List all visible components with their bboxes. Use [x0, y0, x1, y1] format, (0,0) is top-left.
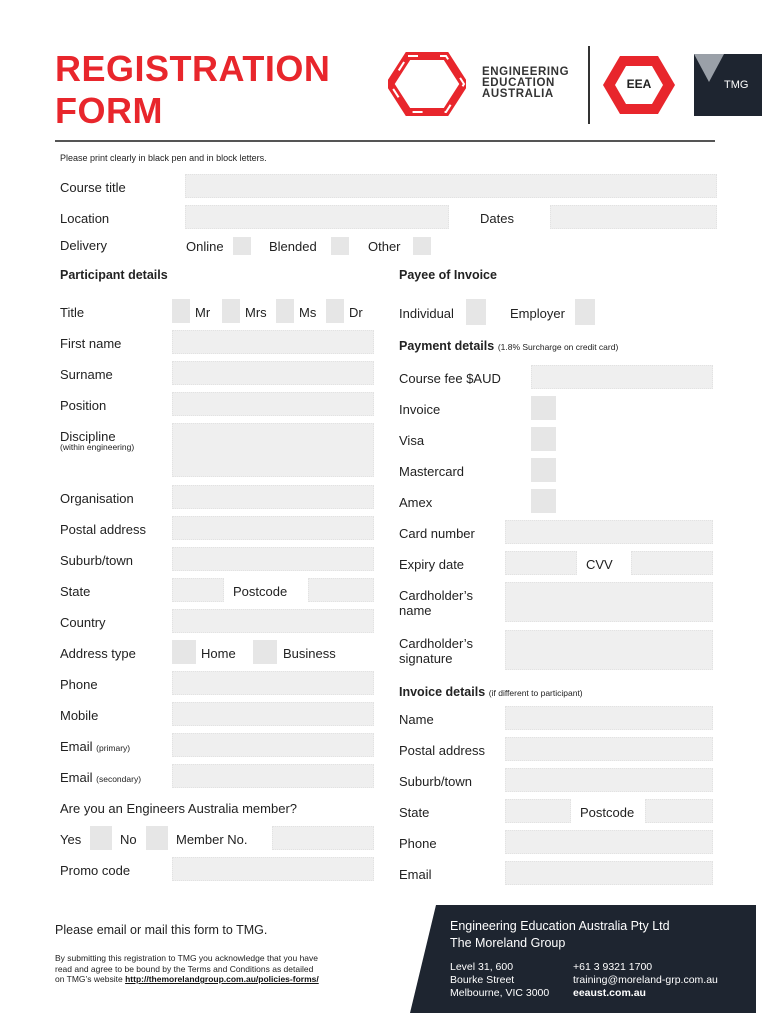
participant-heading: Participant details: [60, 268, 168, 282]
inv-postal-label: Postal address: [399, 743, 485, 758]
footer-website[interactable]: eeaust.com.au: [573, 987, 646, 999]
email-primary-note: (primary): [96, 743, 131, 753]
member-no-label: Member No.: [176, 832, 248, 847]
inv-state-label: State: [399, 805, 430, 820]
invoice-details-note: (if different to participant): [488, 688, 583, 698]
state-label: State: [60, 584, 91, 599]
send-instruction: Please email or mail this form to TMG.: [55, 923, 268, 937]
inv-name-field[interactable]: [505, 706, 713, 730]
dates-label: Dates: [480, 211, 514, 226]
country-label: Country: [60, 615, 106, 630]
organisation-field[interactable]: [172, 485, 374, 509]
course-fee-label: Course fee $AUD: [399, 371, 501, 386]
email-label-text: Email: [60, 739, 93, 754]
tmg-logo-text: TMG: [724, 79, 749, 91]
ea-yes-label: Yes: [60, 832, 82, 847]
phone-field[interactable]: [172, 671, 374, 695]
amex-label: Amex: [399, 495, 433, 510]
footer-company: [450, 918, 670, 952]
inv-suburb-label: Suburb/town: [399, 774, 472, 789]
inv-email-label: Email: [399, 867, 432, 882]
discipline-label: Discipline: [60, 429, 116, 444]
cardholder-name-label: [399, 588, 473, 618]
title-ms-checkbox[interactable]: [276, 299, 294, 323]
payee-employer-checkbox[interactable]: [575, 299, 595, 325]
ea-no-label: No: [120, 832, 137, 847]
inv-phone-label: Phone: [399, 836, 437, 851]
dates-field[interactable]: [550, 205, 717, 229]
address-home-label: Home: [201, 646, 236, 661]
policies-link[interactable]: http://themorelandgroup.com.au/policies-forms/: [125, 974, 319, 984]
footer-phone: +61 3 9321 1700: [573, 961, 653, 973]
form-title: [55, 48, 330, 132]
footer-address: [450, 961, 549, 1000]
member-no-field[interactable]: [272, 826, 374, 850]
expiry-label: Expiry date: [399, 557, 465, 572]
delivery-label: Delivery: [60, 238, 107, 253]
payee-employer-label: Employer: [510, 306, 565, 321]
payment-heading-text: Payment details: [399, 339, 495, 353]
other-checkbox[interactable]: [413, 237, 431, 255]
form-title-line2: FORM: [55, 90, 163, 131]
promo-label: Promo code: [60, 863, 131, 878]
form-title-line1: REGISTRATION: [55, 48, 331, 89]
terms-line2: read and agree to be bound by the Terms and Conditions as detailed: [55, 963, 314, 974]
position-field[interactable]: [172, 392, 374, 416]
footer-company-line1: Engineering Education Australia Pty Ltd: [450, 919, 670, 933]
postal-address-field[interactable]: [172, 516, 374, 540]
postcode-label: Postcode: [233, 584, 288, 599]
invoice-details-heading: [399, 684, 583, 699]
cardholder-name-line2: name: [399, 603, 432, 618]
visa-label: Visa: [399, 433, 425, 448]
suburb-label: Suburb/town: [60, 553, 133, 568]
footer-company-line2: The Moreland Group: [450, 936, 566, 950]
surname-label: Surname: [60, 367, 113, 382]
ea-no-checkbox[interactable]: [146, 826, 168, 850]
title-mr-checkbox[interactable]: [172, 299, 190, 323]
discipline-note: (within engineering): [60, 442, 135, 452]
terms-line1: By submitting this registration to TMG you acknowledge that you have: [55, 953, 319, 963]
eea-badge-logo: [602, 54, 676, 116]
title-mrs-label: Mrs: [245, 305, 267, 320]
title-dr-label: Dr: [349, 305, 363, 320]
instructions: Please print clearly in black pen and in block letters.: [60, 153, 267, 163]
postcode-field[interactable]: [308, 578, 374, 602]
course-title-field[interactable]: [185, 174, 717, 198]
email-secondary-field[interactable]: [172, 764, 374, 788]
mastercard-checkbox[interactable]: [531, 458, 556, 482]
inv-name-label: Name: [399, 712, 434, 727]
ea-member-question: Are you an Engineers Australia member?: [60, 801, 298, 816]
card-number-field[interactable]: [505, 520, 713, 544]
invoice-checkbox[interactable]: [531, 396, 556, 420]
footer-contact: [573, 961, 718, 1000]
tmg-corner-icon: [694, 54, 724, 84]
eea-wordmark-line1: ENGINEERING: [482, 66, 570, 78]
address-business-checkbox[interactable]: [253, 640, 277, 664]
footer-address-line2: Bourke Street: [450, 974, 515, 986]
inv-postcode-field[interactable]: [645, 799, 713, 823]
location-label: Location: [60, 211, 110, 226]
payee-individual-checkbox[interactable]: [466, 299, 486, 325]
email-secondary-label: [60, 770, 141, 785]
other-label: Other: [368, 239, 401, 254]
inv-email-field[interactable]: [505, 861, 713, 885]
title-mrs-checkbox[interactable]: [222, 299, 240, 323]
phone-label: Phone: [60, 677, 98, 692]
online-checkbox[interactable]: [233, 237, 251, 255]
header-divider: [55, 140, 715, 142]
terms-text: [55, 953, 385, 985]
cardholder-signature-line2: signature: [399, 651, 453, 666]
organisation-label: Organisation: [60, 491, 134, 506]
postal-address-label: Postal address: [60, 522, 146, 537]
footer-email[interactable]: training@moreland-grp.com.au: [573, 974, 718, 986]
cardholder-signature-line1: Cardholder’s: [399, 636, 473, 651]
inv-suburb-field[interactable]: [505, 768, 713, 792]
mobile-field[interactable]: [172, 702, 374, 726]
email-secondary-note: (secondary): [96, 774, 142, 784]
cardholder-name-line1: Cardholder’s: [399, 588, 473, 603]
cardholder-signature-label: [399, 636, 473, 666]
footer-address-line3: Melbourne, VIC 3000: [450, 987, 550, 999]
online-label: Online: [186, 239, 224, 254]
cardholder-name-field[interactable]: [505, 582, 713, 622]
blended-label: Blended: [269, 239, 317, 254]
tmg-logo: [694, 54, 762, 116]
visa-checkbox[interactable]: [531, 427, 556, 451]
first-name-field[interactable]: [172, 330, 374, 354]
position-label: Position: [60, 398, 107, 413]
footer-address-line1: Level 31, 600: [450, 961, 514, 973]
title-label: Title: [60, 305, 85, 320]
country-field[interactable]: [172, 609, 374, 633]
card-number-label: Card number: [399, 526, 475, 541]
amex-checkbox[interactable]: [531, 489, 556, 513]
surname-field[interactable]: [172, 361, 374, 385]
suburb-field[interactable]: [172, 547, 374, 571]
expiry-field[interactable]: [505, 551, 577, 575]
title-ms-label: Ms: [299, 305, 317, 320]
inv-phone-field[interactable]: [505, 830, 713, 854]
logo-divider: [588, 46, 590, 124]
eea-wordmark-line2: EDUCATION: [482, 77, 555, 89]
title-dr-checkbox[interactable]: [326, 299, 344, 323]
eea-wordmark: [482, 67, 569, 100]
ea-yes-checkbox[interactable]: [90, 826, 112, 850]
course-fee-field[interactable]: [531, 365, 713, 389]
inv-state-field[interactable]: [505, 799, 571, 823]
payment-heading: [399, 338, 618, 353]
location-field[interactable]: [185, 205, 449, 229]
invoice-label: Invoice: [399, 402, 441, 417]
eea-wordmark-line3: AUSTRALIA: [482, 88, 554, 100]
email-label-text-2: Email: [60, 770, 93, 785]
payee-individual-label: Individual: [399, 306, 454, 321]
email-primary-field[interactable]: [172, 733, 374, 757]
blended-checkbox[interactable]: [331, 237, 349, 255]
eea-badge-text: EEA: [626, 77, 652, 91]
title-mr-label: Mr: [195, 305, 211, 320]
mobile-label: Mobile: [60, 708, 99, 723]
terms-line3: on TMG’s website: [55, 974, 123, 984]
first-name-label: First name: [60, 336, 122, 351]
eea-hexagon-logo-icon: [388, 52, 466, 116]
email-primary-label: [60, 739, 130, 754]
cvv-label: CVV: [586, 557, 613, 572]
address-business-label: Business: [283, 646, 336, 661]
course-title-label: Course title: [60, 180, 126, 195]
promo-field[interactable]: [172, 857, 374, 881]
mastercard-label: Mastercard: [399, 464, 465, 479]
cardholder-signature-field[interactable]: [505, 630, 713, 670]
state-field[interactable]: [172, 578, 224, 602]
payee-heading: Payee of Invoice: [399, 268, 497, 282]
payment-note: (1.8% Surcharge on credit card): [497, 342, 619, 352]
address-type-label: Address type: [60, 646, 136, 661]
address-home-checkbox[interactable]: [172, 640, 196, 664]
inv-postcode-label: Postcode: [580, 805, 635, 820]
cvv-field[interactable]: [631, 551, 713, 575]
invoice-details-heading-text: Invoice details: [399, 685, 486, 699]
discipline-field[interactable]: [172, 423, 374, 477]
inv-postal-field[interactable]: [505, 737, 713, 761]
